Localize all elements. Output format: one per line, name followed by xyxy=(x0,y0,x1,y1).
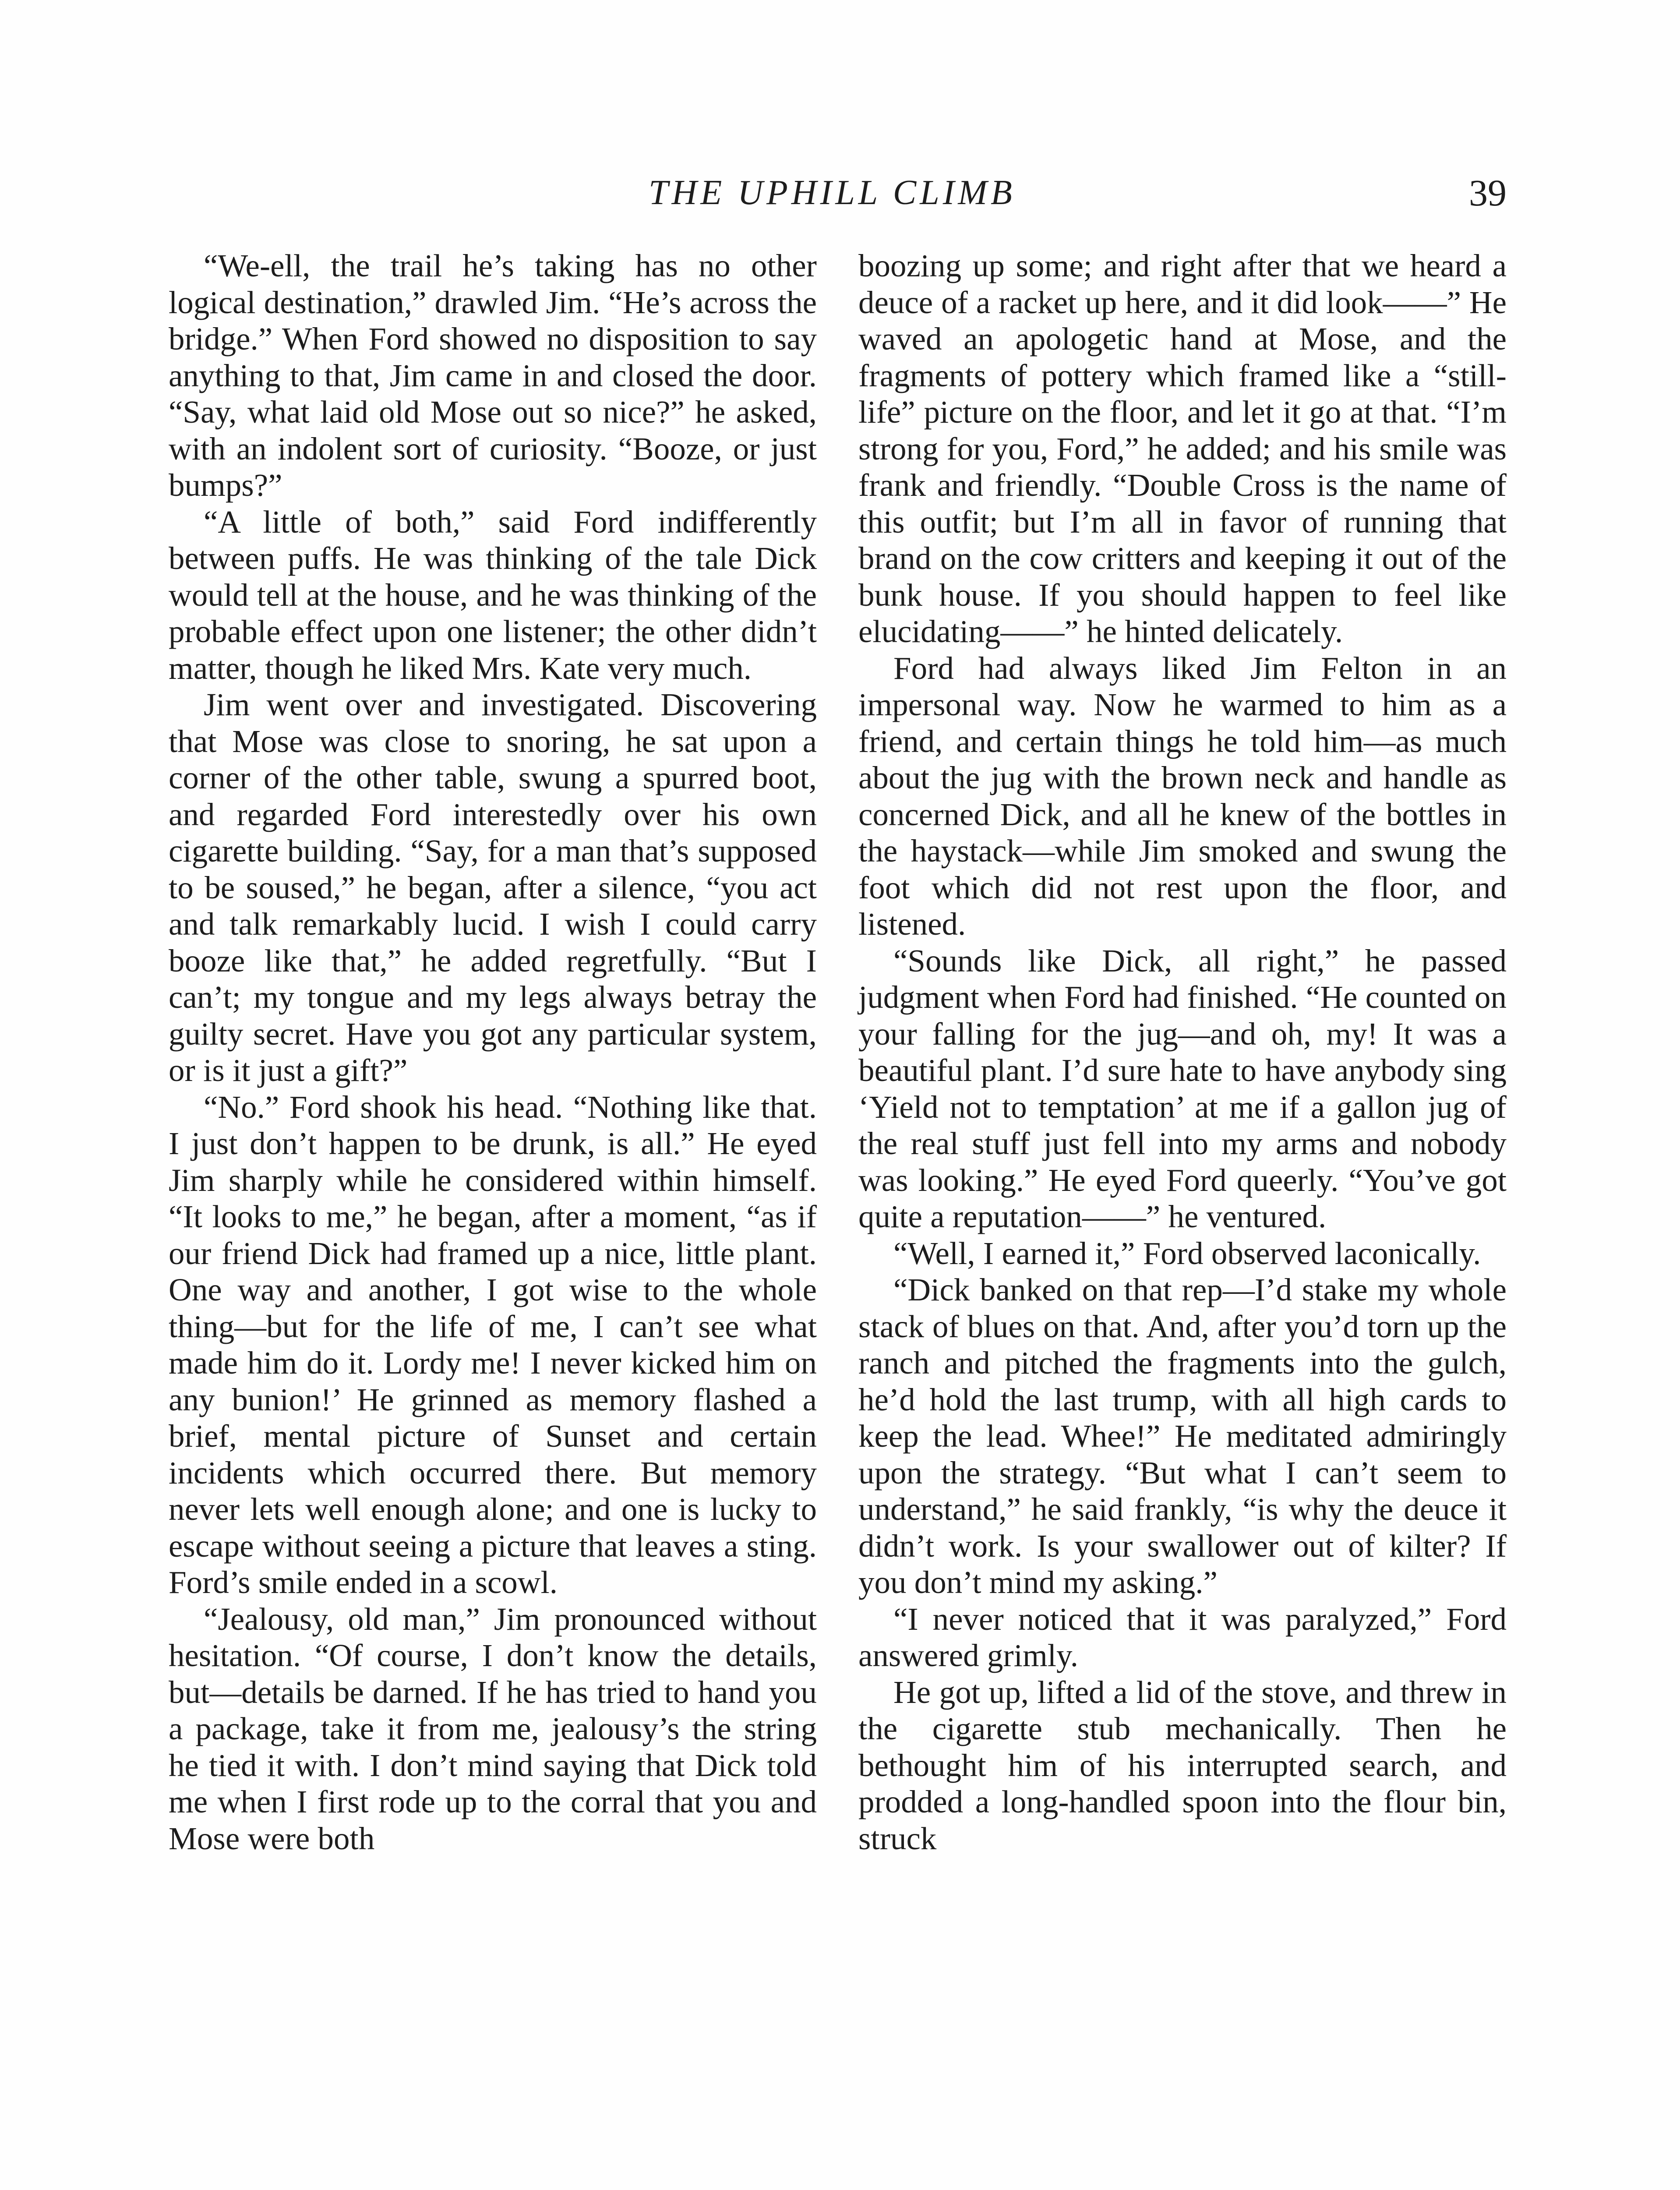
paragraph: He got up, lifted a lid of the stove, and threw in the cigarette stub mechanically. Then he bethought him of his interrupted search, and prodded a long-handled spoon into the flour bin, struck xyxy=(858,1674,1507,1856)
paragraph: “Well, I earned it,” Ford observed laconically. xyxy=(893,1235,1481,1271)
running-head xyxy=(166,169,1507,217)
paragraph: “Dick banked on that rep—I’d stake my whole stack of blues on that. And, after you’d torn up the ranch and pitched the fragments into the gulch, he’d hold the last trump, with all high cards to keep the lead. Whee!” He meditated admiringly upon the strategy. “But what I can’t seem to understand,” he said frankly, “is why the deuce it didn’t work. Is your swallower out of kilter? If you don’t mind my asking.” xyxy=(858,1272,1507,1600)
page-number: 39 xyxy=(1469,172,1507,214)
paragraph: “I never noticed that it was paralyzed,” Ford answered grimly. xyxy=(858,1601,1507,1673)
paragraph-continued: boozing up some; and right after that we heard a deuce of a racket up here, and it did look——” He waved an apologetic hand at Mose, and the fragments of pottery which framed like a “still-life” picture on the floor, and let it go at that. “I’m strong for you, Ford,” he added; and his smile was frank and friendly. “Double Cross is the name of this outfit; but I’m all in favor of running that brand on the cow critters and keeping it out of the bunk house. If you should happen to feel like elucidating——” he hinted delicately. xyxy=(858,248,1507,649)
paragraph: Ford had always liked Jim Felton in an impersonal way. Now he warmed to him as a friend, and certain things he told him—as much about the jug with the brown neck and handle as concerned Dick, and all he knew of the bottles in the haystack—while Jim smoked and swung the foot which did not rest upon the floor, and listened. xyxy=(858,650,1507,942)
paragraph: “A little of both,” said Ford indifferently between puffs. He was thinking of the tale Dick would tell at the house, and he was thinking of the probable effect upon one listener; the other didn’t matter, though he liked Mrs. Kate very much. xyxy=(169,504,817,686)
right-column xyxy=(858,247,1507,1857)
running-title: THE UPHILL CLIMB xyxy=(649,173,1016,212)
paragraph: “We-ell, the trail he’s taking has no other logical destination,” drawled Jim. “He’s across the bridge.” When Ford showed no disposition to say anything to that, Jim came in and closed the door. “Say, what laid old Mose out so nice?” he asked, with an indolent sort of curiosity. “Booze, or just bumps?” xyxy=(169,248,817,503)
left-column xyxy=(169,247,817,1857)
paragraph: Jim went over and investigated. Discovering that Mose was close to snoring, he sat upon a corner of the other table, swung a spurred boot, and regarded Ford interestedly over his own cigarette building. “Say, for a man that’s supposed to be soused,” he began, after a silence, “you act and talk remarkably lucid. I wish I could carry booze like that,” he added regretfully. “But I can’t; my tongue and my legs always betray the guilty secret. Have you got any particular system, or is it just a gift?” xyxy=(169,687,817,1088)
paragraph: “No.” Ford shook his head. “Nothing like that. I just don’t happen to be drunk, is all.” He eyed Jim sharply while he considered within himself. “It looks to me,” he began, after a moment, “as if our friend Dick had framed up a nice, little plant. One way and another, I got wise to the whole thing—but for the life of me, I can’t see what made him do it. Lordy me! I never kicked him on any bunion!’ He grinned as memory flashed a brief, mental picture of Sunset and certain incidents which occurred there. But memory never lets well enough alone; and one is lucky to escape without seeing a picture that leaves a sting. Ford’s smile ended in a scowl. xyxy=(169,1089,817,1600)
paragraph: “Sounds like Dick, all right,” he passed judgment when Ford had finished. “He counted on your falling for the jug—and oh, my! It was a beautiful plant. I’d sure hate to have anybody sing ‘Yield not to temptation’ at me if a gallon jug of the real stuff just fell into my arms and nobody was looking.” He eyed Ford queerly. “You’ve got quite a reputation——” he ventured. xyxy=(858,943,1507,1234)
paragraph: “Jealousy, old man,” Jim pronounced without hesitation. “Of course, I don’t know the details, but—details be darned. If he has tried to hand you a package, take it from me, jealousy’s the string he tied it with. I don’t mind saying that Dick told me when I first rode up to the corral that you and Mose were both xyxy=(169,1601,817,1856)
